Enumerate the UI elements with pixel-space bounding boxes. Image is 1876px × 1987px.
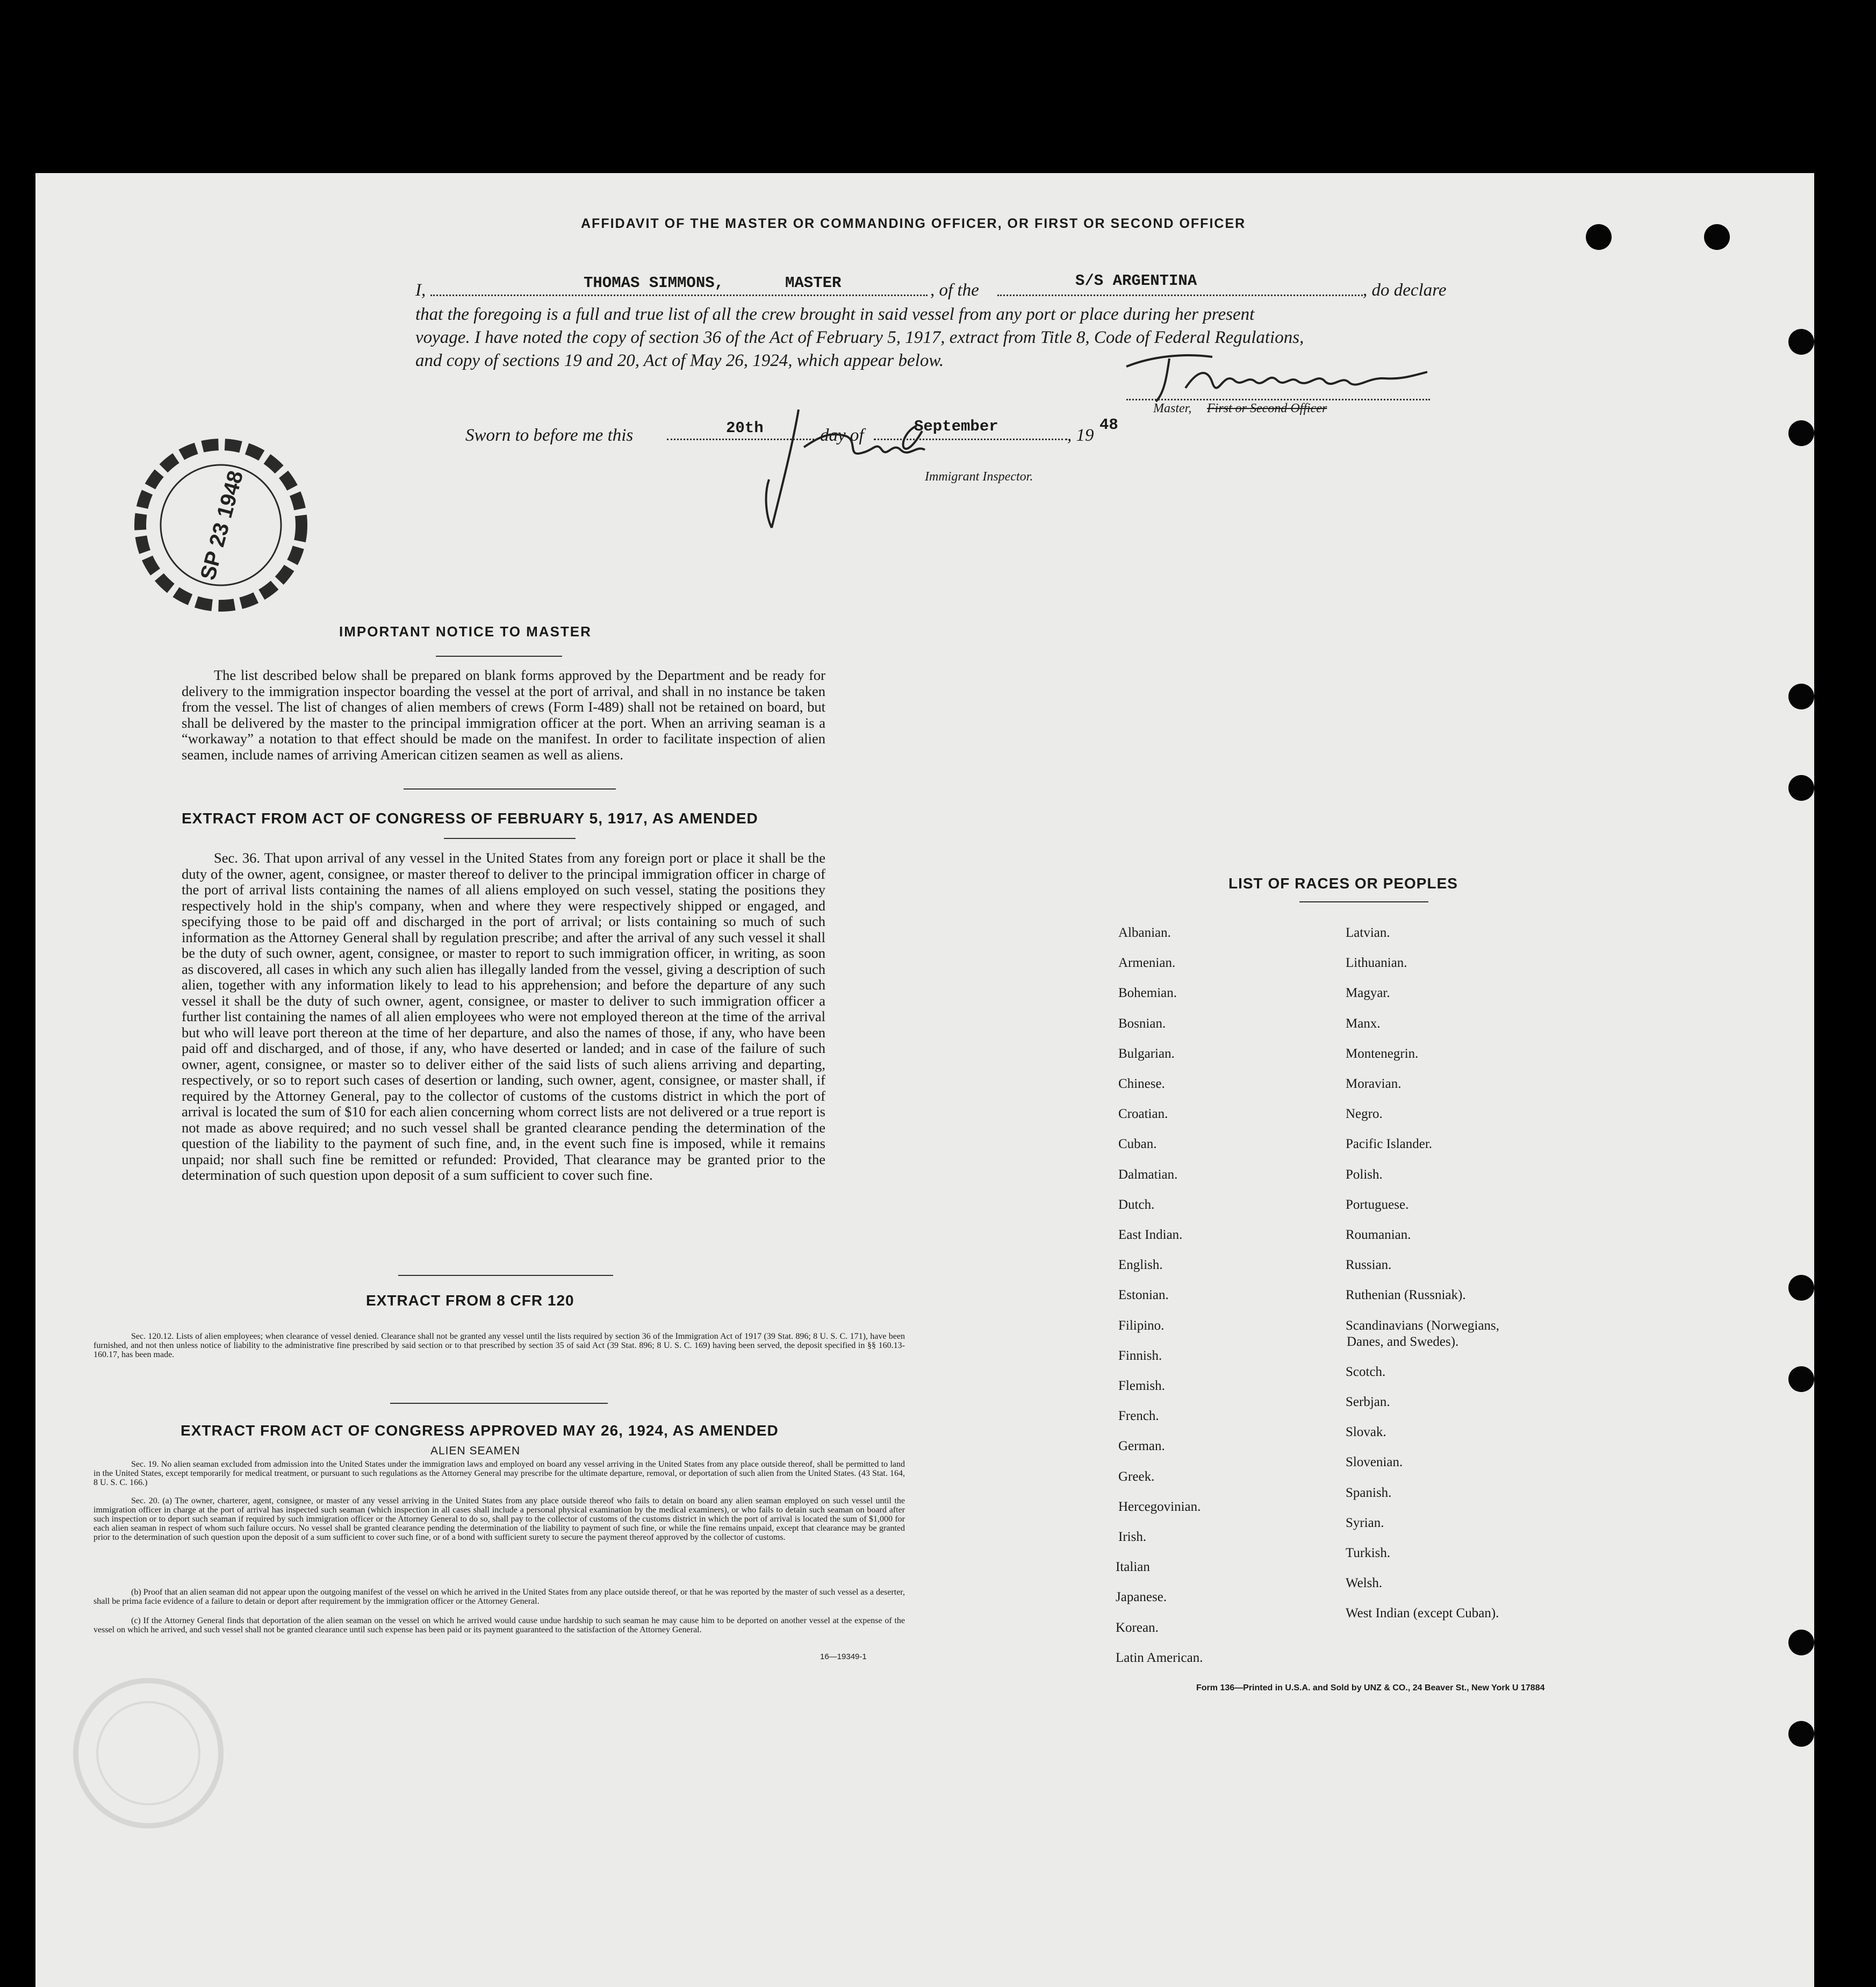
race-item: Bohemian. xyxy=(1118,986,1177,1001)
form-imprint: Form 136—Printed in U.S.A. and Sold by UNZ & CO., 24 Beaver St., New York U 17884 xyxy=(1196,1683,1545,1692)
divider xyxy=(398,1275,613,1276)
stamp-date: SP 23 1948 xyxy=(196,468,248,583)
inspector-signature xyxy=(739,399,944,539)
extract-1917-body: Sec. 36. That upon arrival of any vessel in the United States from any foreign port or place it shall be the duty of the owner, agent, consignee, or master thereof to deliver to the principal immigration officer in charge of the port of arrival lists containing the names of all aliens employed on such vessel, stating the positions they respectively hold in the ship's company, when and where they were respectively shipped or engaged, and specifying those to be paid off and discharged in the port of arrival; or lists containing so much of such information as the Attorney General shall by regulation prescribe; and after the arrival of any such vessel it shall be the duty of such owner, agent, consignee, or master to report to such immigration officer, in writing, as soon as discovered, all cases in which any such alien has illegally landed from the vessel, giving a description of such alien, together with any information likely to lead to his apprehension; and before the departure of any such vessel it shall be the duty of such owner, agent, consignee, or master to deliver to such immigration officer a further list containing the names of all alien employees who were not employed thereon at the time of the arrival but who will leave port thereon at the time of her departure, and also the names of those, if any, who have been paid off and discharged, and of those, if any, who have deserted or landed; and in case of the failure of such owner, agent, consignee, or master so to deliver either of the said lists of such aliens arriving and departing, respectively, or so to report such cases of desertion or landing, such owner, agent, consignee, or master shall, if required by the Attorney General, pay to the collector of customs of the customs district in which the port of arrival is located the sum of $10 for each alien concerning whom correct lists are not delivered or a true report is not made as above required; and no such vessel shall be granted clearance pending the determination of the question of the liability to the payment of such fine, and, in the event such fine is imposed, while it remains unpaid; nor shall such fine be remitted or refunded: Provided, That clearance may be granted prior to the determination of such question upon deposit of a sum sufficient to cover such fine. xyxy=(182,850,825,1183)
race-item: Latvian. xyxy=(1346,926,1390,940)
race-item: Lithuanian. xyxy=(1346,956,1407,971)
race-item: Danes, and Swedes). xyxy=(1347,1334,1459,1349)
race-item: Korean. xyxy=(1116,1620,1159,1635)
affidavit-line-4: and copy of sections 19 and 20, Act of May 26, 1924, which appear below. xyxy=(415,351,944,370)
race-item: Roumanian. xyxy=(1346,1228,1411,1242)
do-declare-label: , do declare xyxy=(1363,281,1447,300)
race-item: Syrian. xyxy=(1346,1515,1384,1530)
race-item: Flemish. xyxy=(1118,1379,1165,1393)
document-page xyxy=(35,173,1814,1987)
race-item: Armenian. xyxy=(1118,956,1176,971)
name-fill-line xyxy=(430,295,928,296)
punch-hole xyxy=(1788,1366,1814,1392)
race-item: Bulgarian. xyxy=(1118,1046,1175,1061)
master-rank: MASTER xyxy=(785,274,842,292)
race-item: Bosnian. xyxy=(1118,1016,1166,1031)
inspector-label: Immigrant Inspector. xyxy=(925,470,1033,484)
race-item: Negro. xyxy=(1346,1107,1383,1122)
sec-20c-text: (c) If the Attorney General finds that deportation of the alien seaman on the vessel on which he arrived would cause undue hardship to such seaman he may cause him to be deported on another vessel at the expense of the vessel on which he arrived, and such vessel shall not be granted clearance until such expense has been paid or its payment guaranteed to the satisfaction of the Attorney General. xyxy=(94,1616,905,1634)
notice-body: The list described below shall be prepared on blank forms approved by the Department and be ready for delivery to the immigration inspector boarding the vessel at the port of arrival, and shall in no instance be taken from the vessel. The list of changes of alien members of crews (Form I-489) shall not be retained on board, but shall be delivered by the master to the principal immigration officer at the port. When an arriving seaman is a “workaway” a notation to that effect should be made on the manifest. In order to facilitate inspection of alien seamen, include names of arriving American citizen seamen as well as aliens. xyxy=(182,667,825,763)
race-item: Montenegrin. xyxy=(1346,1046,1419,1061)
race-item: Finnish. xyxy=(1118,1348,1162,1363)
race-item: Magyar. xyxy=(1346,986,1390,1001)
extract-1924-heading: EXTRACT FROM ACT OF CONGRESS APPROVED MAY 26, 1924, AS AMENDED xyxy=(181,1422,779,1439)
divider xyxy=(404,788,616,790)
sec-20b-text: (b) Proof that an alien seaman did not appear upon the outgoing manifest of the vessel on which he arrived in the United States from any place outside thereof, or that he was reported by the master of such vessel as a deserter, shall be prima facie evidence of a failure to detain or deport after requirement by the immigration officer or the Attorney General. xyxy=(94,1588,905,1606)
race-item: Slovenian. xyxy=(1346,1455,1403,1470)
divider xyxy=(390,1403,608,1404)
form-code: 16—19349-1 xyxy=(820,1652,867,1661)
race-item: English. xyxy=(1118,1258,1163,1273)
race-item: Polish. xyxy=(1346,1167,1383,1182)
punch-hole xyxy=(1788,329,1814,355)
race-item: Moravian. xyxy=(1346,1077,1401,1091)
i-label: I, xyxy=(415,281,426,300)
month-value: September xyxy=(914,418,998,435)
race-item: Irish. xyxy=(1118,1530,1147,1544)
punch-hole xyxy=(1788,420,1814,446)
master-signature-line xyxy=(1126,399,1430,400)
sec-20a-text: Sec. 20. (a) The owner, charterer, agent, consignee, or master of any vessel arriving in the United States from any place outside thereof who fails to detain on board any alien seaman employed on such vessel until the immigration officer in charge at the port of arrival has inspected such seaman (which inspection in all cases shall include a personal physical examination by the medical examiners), or who fails to detain such seaman on board after such inspection or to deport such seaman if required by such immigration officer or the Attorney General to do so, shall pay to the collector of customs of the customs district in which the port of arrival is located the sum of $1,000 for each alien seaman in respect of whom such failure occurs. No vessel shall be granted clearance pending the determination of the liability to payment of such fine, or while the fine remains unpaid, except that clearance may be granted prior to the determination of such question upon the deposit of a sum sufficient to cover such fine, or of a bond with sufficient surety to secure the payment thereof approved by the collector of customs. xyxy=(94,1496,905,1542)
extract-1917-rule xyxy=(444,838,576,839)
races-heading: LIST OF RACES OR PEOPLES xyxy=(1228,875,1458,892)
first-second-officer-struck: First or Second Officer xyxy=(1207,401,1327,415)
vessel-name: S/S ARGENTINA xyxy=(1075,272,1197,290)
race-item: Greek. xyxy=(1118,1469,1155,1484)
races-heading-rule xyxy=(1299,901,1428,902)
race-item: Scandinavians (Norwegians, xyxy=(1346,1318,1500,1333)
year-value: 48 xyxy=(1099,416,1118,434)
race-item: Cuban. xyxy=(1118,1137,1157,1152)
punch-hole xyxy=(1586,224,1612,250)
master-name: THOMAS SIMMONS, xyxy=(584,274,724,292)
extract-cfr-body: Sec. 120.12. Lists of alien employees; when clearance of vessel denied. Clearance shall not be granted any vessel until the lists required by section 36 of the Immigration Act of 1917 (39 Stat. 896; 8 U. S. C. 171), have been furnished, and not then unless notice of liability to the administrative fine prescribed by said section or to that prescribed by section 35 of said Act (39 Stat. 896; 8 U. S. C. 169) having been served, the deposit specified in §§ 160.13-160.17, has been made. xyxy=(94,1332,905,1359)
race-item: Portuguese. xyxy=(1346,1197,1409,1212)
race-item: Scotch. xyxy=(1346,1364,1386,1379)
notice-heading: IMPORTANT NOTICE TO MASTER xyxy=(339,623,592,640)
affidavit-line-2: that the foregoing is a full and true list of all the crew brought in said vessel from any port or place during her present xyxy=(415,305,1255,324)
punch-hole xyxy=(1788,684,1814,709)
race-item: Italian xyxy=(1116,1560,1150,1575)
race-item: Slovak. xyxy=(1346,1425,1386,1440)
race-item: Hercegovinian. xyxy=(1118,1499,1201,1514)
race-item: Latin American. xyxy=(1116,1650,1203,1665)
punch-hole xyxy=(1788,775,1814,801)
race-item: Dalmatian. xyxy=(1118,1167,1178,1182)
race-item: West Indian (except Cuban). xyxy=(1346,1606,1499,1621)
extract-1917-heading: EXTRACT FROM ACT OF CONGRESS OF FEBRUARY 5, 1917, AS AMENDED xyxy=(182,810,758,827)
of-the-label: , of the xyxy=(930,281,979,300)
race-item: Albanian. xyxy=(1118,926,1171,940)
punch-hole xyxy=(1788,1275,1814,1301)
affidavit-title: AFFIDAVIT OF THE MASTER OR COMMANDING OFFICER, OR FIRST OR SECOND OFFICER xyxy=(581,216,1246,231)
date-stamp xyxy=(132,436,310,614)
race-item: Welsh. xyxy=(1346,1576,1383,1591)
punch-hole xyxy=(1704,224,1730,250)
sworn-label: Sworn to before me this xyxy=(465,426,634,445)
punch-hole xyxy=(1788,1630,1814,1655)
day-value: 20th xyxy=(726,419,764,437)
alien-seamen-subheading: ALIEN SEAMEN xyxy=(430,1445,521,1457)
affidavit-line-3: voyage. I have noted the copy of section 36 of the Act of February 5, 1917, extract from Title 8, Code of Federal Regulations, xyxy=(415,328,1304,347)
punch-hole xyxy=(1788,1721,1814,1747)
master-label: Master, xyxy=(1153,401,1192,415)
race-item: Serbjan. xyxy=(1346,1395,1390,1409)
race-item: German. xyxy=(1118,1439,1165,1454)
race-item: Filipino. xyxy=(1118,1318,1165,1333)
race-item: Dutch. xyxy=(1118,1197,1155,1212)
race-item: Ruthenian (Russniak). xyxy=(1346,1288,1466,1303)
race-item: French. xyxy=(1118,1409,1159,1424)
race-item: Pacific Islander. xyxy=(1346,1137,1433,1152)
master-signature xyxy=(1105,350,1438,410)
embossed-seal xyxy=(68,1673,229,1834)
race-item: Croatian. xyxy=(1118,1107,1168,1122)
year-prefix: , 19 xyxy=(1067,426,1094,445)
race-item: Turkish. xyxy=(1346,1546,1391,1560)
race-item: Chinese. xyxy=(1118,1077,1165,1091)
notice-heading-rule xyxy=(436,656,562,657)
race-item: East Indian. xyxy=(1118,1228,1183,1242)
sec-19-text: Sec. 19. No alien seaman excluded from admission into the United States under the immigration laws and employed on board any vessel arriving in the United States from any place outside thereof, shall be permitted to land in the United States, except temporarily for medical treatment, or pursuant to such regulations as the Attorney General may prescribe for the ultimate departure, removal, or deportation of such alien from the United States. (43 Stat. 164, 8 U. S. C. 166.) xyxy=(94,1460,905,1487)
extract-cfr-heading: EXTRACT FROM 8 CFR 120 xyxy=(366,1292,574,1309)
vessel-fill-line xyxy=(997,295,1363,296)
race-item: Manx. xyxy=(1346,1016,1381,1031)
race-item: Spanish. xyxy=(1346,1485,1392,1500)
race-item: Russian. xyxy=(1346,1258,1392,1273)
race-item: Japanese. xyxy=(1116,1590,1167,1605)
day-of-label: day of xyxy=(820,426,864,445)
race-item: Estonian. xyxy=(1118,1288,1169,1303)
